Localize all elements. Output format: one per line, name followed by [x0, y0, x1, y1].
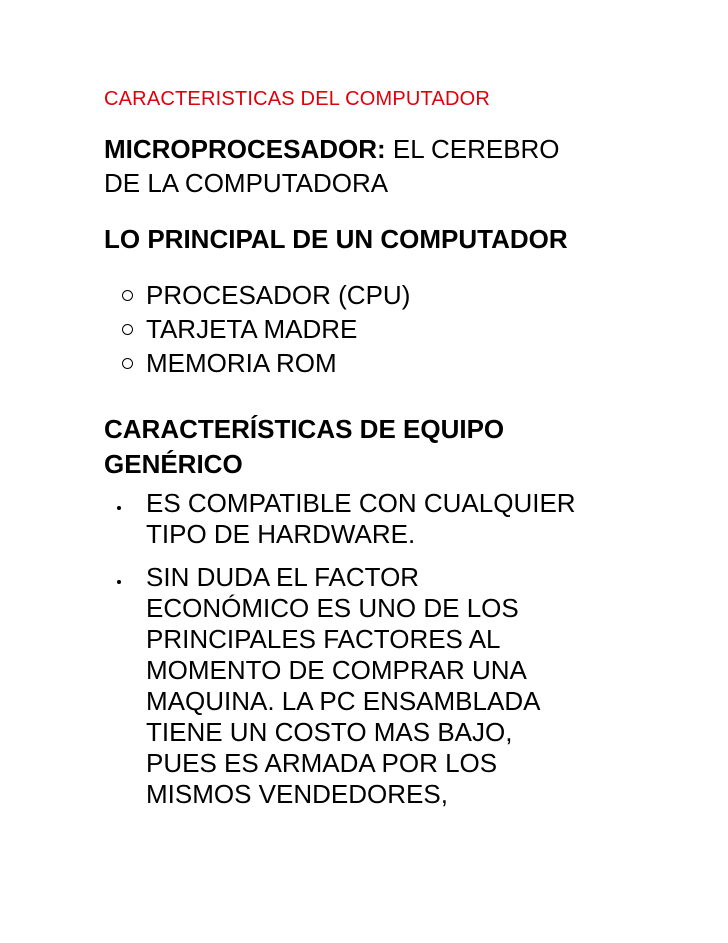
document-title: CARACTERISTICAS DEL COMPUTADOR [104, 88, 491, 110]
intro-label: MICROPROCESADOR: [104, 134, 386, 164]
list-item [104, 278, 410, 312]
characteristic-line: TIENE UN COSTO MAS BAJO, [146, 717, 513, 747]
characteristic-line: MISMOS VENDEDORES, [146, 779, 448, 809]
intro-paragraph [104, 132, 560, 200]
dot-bullet-icon [117, 580, 121, 584]
dot-bullet-icon [117, 506, 121, 510]
characteristic-line: ECONÓMICO ES UNO DE LOS [146, 593, 519, 623]
component-label: TARJETA MADRE [146, 314, 358, 344]
equipo-heading [104, 412, 504, 482]
characteristic-line: TIPO DE HARDWARE. [146, 519, 416, 549]
characteristic-line: MAQUINA. LA PC ENSAMBLADA [146, 686, 541, 716]
equipo-heading-line1: CARACTERÍSTICAS DE EQUIPO [104, 414, 505, 444]
list-item [104, 312, 410, 346]
circle-bullet-icon [122, 324, 133, 335]
equipo-heading-line2: GENÉRICO [104, 449, 243, 479]
characteristic-line: PRINCIPALES FACTORES AL [146, 624, 501, 654]
characteristic-line: MOMENTO DE COMPRAR UNA [146, 655, 527, 685]
main-heading: LO PRINCIPAL DE UN COMPUTADOR [104, 224, 568, 254]
list-item [104, 488, 704, 550]
circle-bullet-icon [122, 290, 133, 301]
list-item [104, 562, 704, 810]
characteristic-line: SIN DUDA EL FACTOR [146, 562, 420, 592]
list-item [104, 346, 410, 380]
characteristics-list [104, 488, 704, 822]
component-label: MEMORIA ROM [146, 348, 337, 378]
circle-bullet-icon [122, 358, 133, 369]
intro-text-line2: DE LA COMPUTADORA [104, 168, 389, 198]
characteristic-line: ES COMPATIBLE CON CUALQUIER [146, 488, 576, 518]
components-list [104, 278, 410, 380]
intro-text-line1: EL CEREBRO [385, 134, 560, 164]
characteristic-line: PUES ES ARMADA POR LOS [146, 748, 498, 778]
component-label: PROCESADOR (CPU) [146, 280, 411, 310]
